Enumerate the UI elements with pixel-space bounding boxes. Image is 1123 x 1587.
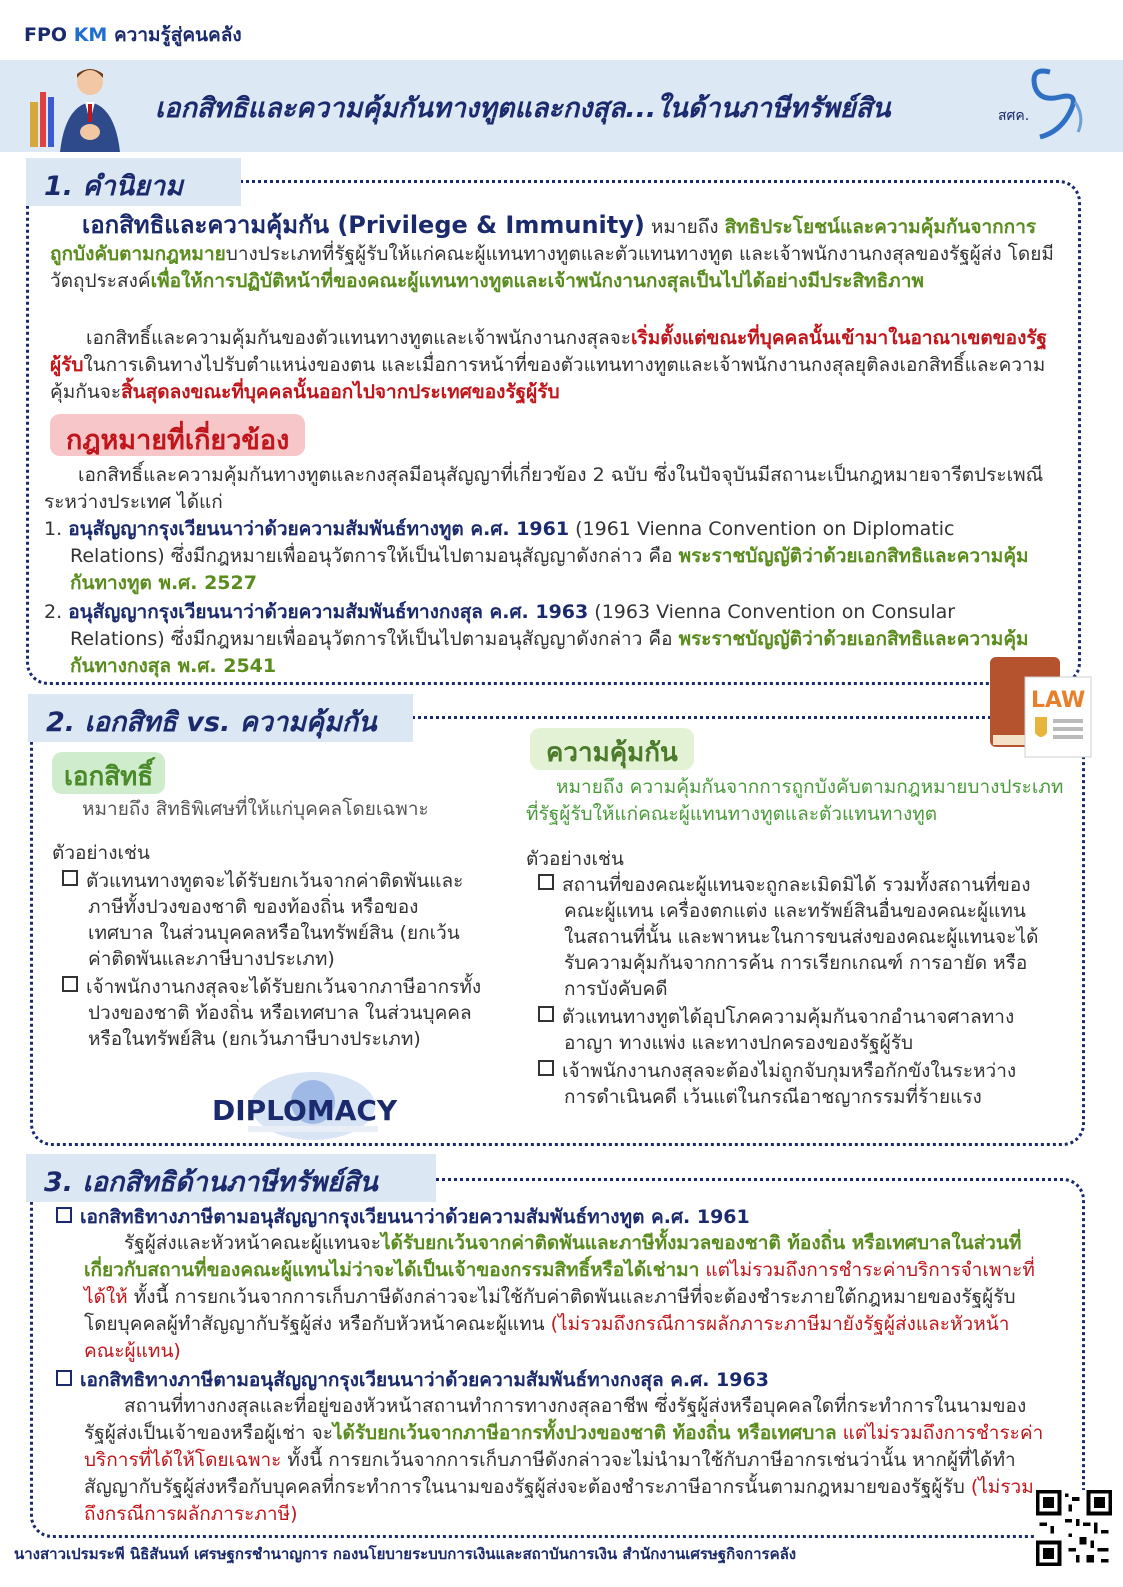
convention-text: (1963 Vienna Convention on Consular Relations) ซึ่งมีกฎหมายเพื่ออนุวัตการให้เป็นไปตามอนุสัญญาดังกล่าว คือ <box>70 601 956 650</box>
diplomacy-label: DIPLOMACY <box>212 1094 398 1127</box>
definition-text: บางประเภทที่รัฐผู้รับให้แก่คณะผู้แทนทางทูตและตัวแทนทางทูต และเจ้าพนักงานกงสุลของรัฐผู้ส่ง โดยมีวัตถุประสงค์ <box>50 243 1054 292</box>
checkbox-bullet-icon <box>62 870 78 886</box>
list-item <box>56 1204 1046 1365</box>
tax-item-body <box>56 1230 1046 1365</box>
tax-text: รัฐผู้ส่งและหัวหน้าคณะผู้แทนจะ <box>124 1232 381 1254</box>
immunity-example-label: ตัวอย่างเช่น <box>526 848 624 870</box>
list-item <box>44 516 1044 597</box>
definition-purpose: เพื่อให้การปฏิบัติหน้าที่ของคณะผู้แทนทางทูตและเจ้าพนักงานกงสุลเป็นไปได้อย่างมีประสิทธิภาพ <box>150 270 924 292</box>
logo-text: สศค. <box>998 108 1030 124</box>
immunity-definition: หมายถึง ความคุ้มกันจากการถูกบังคับตามกฎหมายบางประเภทที่รัฐผู้รับให้แก่คณะผู้แทนทางทูตและตัวแทนทางทูต <box>526 776 1064 825</box>
list-number: 2. <box>44 601 63 623</box>
list-item <box>538 872 1048 1002</box>
law-heading: กฎหมายที่เกี่ยวข้อง <box>50 414 305 456</box>
scope-paragraph <box>50 325 1055 406</box>
section1-heading: 1. คำนิยาม <box>26 158 241 206</box>
immunity-item-text: สถานที่ของคณะผู้แทนจะถูกละเมิดมิได้ รวมทั้งสถานที่ของคณะผู้แทน เครื่องตกแต่ง และทรัพย์สินอื่นของคณะผู้แทนในสถานที่นั้น และพาหนะในการขนส่งของคณะผู้แทนจะได้รับความคุ้มกันจากการค้น การเรียกเกณฑ์ การอายัด หรือการบังคับคดี <box>562 874 1039 1000</box>
tax-exemption: ได้รับยกเว้นจากค่าติดพันและภาษีทั้งมวลของชาติ ท้องถิ่น หรือเทศบาลในส่วนที่เกี่ยวกับสถานที่ของคณะผู้แทนไม่ว่าจะได้เป็นเจ้าของกรรมสิทธิ์หรือได้เช่ามา <box>84 1232 1022 1281</box>
scope-text: เอกสิทธิ์และความคุ้มกันของตัวแทนทางทูตและเจ้าพนักงานกงสุลจะ <box>86 327 631 349</box>
section2-heading: 2. เอกสิทธิ vs. ความคุ้มกัน <box>28 694 413 742</box>
tax-privilege-list <box>56 1204 1046 1528</box>
law-list <box>44 516 1044 680</box>
immunity-label: ความคุ้มกัน <box>530 728 694 770</box>
tax-item-title <box>56 1367 1046 1393</box>
checkbox-bullet-icon <box>538 874 554 890</box>
brand-fpo: FPO <box>24 24 68 46</box>
convention-title: อนุสัญญากรุงเวียนนาว่าด้วยความสัมพันธ์ทางทูต ค.ศ. 1961 <box>68 518 570 540</box>
law-label: LAW <box>1031 688 1086 713</box>
tax-exclusion: แต่ไม่รวมถึงการชำระค่าบริการจำเพาะที่ได้ให้ <box>84 1259 1035 1308</box>
immunity-list <box>538 872 1048 1110</box>
act-name: พระราชบัญญัติว่าด้วยเอกสิทธิและความคุ้มกันทางกงสุล พ.ศ. 2541 <box>70 628 1029 677</box>
list-number: 1. <box>44 518 63 540</box>
immunity-item-text: ตัวแทนทางทูตได้อุปโภคความคุ้มกันจากอำนาจศาลทางอาญา ทางแพ่ง และทางปกครองของรัฐผู้รับ <box>562 1006 1015 1054</box>
diplomacy-illustration-icon <box>208 1068 418 1140</box>
scope-start: เริ่มตั้งแต่ขณะที่บุคคลนั้นเข้ามาในอาณาเขตของรัฐผู้รับ <box>50 327 1048 376</box>
checkbox-bullet-icon <box>56 1370 72 1386</box>
privilege-example-label: ตัวอย่างเช่น <box>52 842 150 864</box>
checkbox-bullet-icon <box>56 1207 72 1223</box>
page-title: เอกสิทธิและความคุ้มกันทางทูตและกงสุล...ในด้านภาษีทรัพย์สิน <box>155 93 891 124</box>
tax-text: ทั้งนี้ การยกเว้นจากการเก็บภาษีดังกล่าวจะไม่นำมาใช้กับภาษีอากรเช่นว่านั้น หากผู้ที่ได้ทำสัญญากับรัฐผู้ส่งหรือกับบุคคลที่กระทำการในนามของรัฐผู้ส่งจะต้องชำระภาษีอากรนั้นตามกฎหมายของรัฐผู้รับ <box>84 1449 1016 1498</box>
law-intro <box>44 462 1054 516</box>
definition-text: หมายถึง <box>644 216 725 238</box>
privilege-label: เอกสิทธิ์ <box>52 752 165 794</box>
convention-text: (1961 Vienna Convention on Diplomatic Relations) ซึ่งมีกฎหมายเพื่ออนุวัตการให้เป็นไปตามอนุสัญญาดังกล่าว คือ <box>70 518 955 567</box>
law-book-icon <box>985 655 1095 760</box>
list-item <box>44 599 1044 680</box>
privilege-item-text: เจ้าพนักงานกงสุลจะได้รับยกเว้นจากภาษีอากรทั้งปวงของชาติ ท้องถิ่น หรือเทศบาล ในส่วนบุคคลหรือในทรัพย์สิน (ยกเว้นภาษีบางประเภท) <box>86 976 482 1050</box>
convention-title: อนุสัญญากรุงเวียนนาว่าด้วยความสัมพันธ์ทางกงสุล ค.ศ. 1963 <box>68 601 589 623</box>
qr-code-icon[interactable] <box>1036 1490 1112 1566</box>
definition-term: เอกสิทธิและความคุ้มกัน (Privilege & Immunity) <box>82 211 645 239</box>
author-footer: นางสาวเปรมระพี นิธิสันนท์ เศรษฐกรชำนาญการ กองนโยบายระบบการเงินและสถาบันการเงิน สำนักงานเศรษฐกิจการคลัง <box>14 1545 797 1563</box>
checkbox-bullet-icon <box>62 976 78 992</box>
law-intro-text: เอกสิทธิ์และความคุ้มกันทางทูตและกงสุลมีอนุสัญญาที่เกี่ยวข้อง 2 ฉบับ ซึ่งในปัจจุบันมีสถานะเป็นกฎหมายจารีตประเพณีระหว่างประเทศ ได้แก่ <box>44 464 1044 513</box>
list-item <box>538 1004 1048 1056</box>
tax-item-body <box>56 1393 1046 1528</box>
list-item <box>62 974 482 1052</box>
act-name: พระราชบัญญัติว่าด้วยเอกสิทธิและความคุ้มกันทางทูต พ.ศ. 2527 <box>70 545 1029 594</box>
tax-item-title <box>56 1204 1046 1230</box>
fpo-logo-icon <box>990 62 1100 150</box>
definition-highlight: สิทธิประโยชน์และความคุ้มกันจากการถูกบังคับตามกฎหมาย <box>50 216 1037 265</box>
brand-label <box>24 20 242 50</box>
tax-item-title-text: เอกสิทธิทางภาษีตามอนุสัญญากรุงเวียนนาว่าด้วยความสัมพันธ์ทางกงสุล ค.ศ. 1963 <box>80 1369 769 1391</box>
list-item <box>62 868 482 972</box>
tax-exemption: ได้รับยกเว้นจากภาษีอากรทั้งปวงของชาติ ท้องถิ่น หรือเทศบาล <box>332 1422 837 1444</box>
immunity-item-text: เจ้าพนักงานกงสุลจะต้องไม่ถูกจับกุมหรือกักขังในระหว่างการดำเนินคดี เว้นแต่ในกรณีอาชญากรรมที่ร้ายแรง <box>562 1060 1017 1108</box>
definition-paragraph <box>50 212 1055 295</box>
tax-note: (ไม่รวมถึงกรณีการผลักภาระภาษี) <box>84 1476 1034 1525</box>
tax-text: ทั้งนี้ การยกเว้นจากการเก็บภาษีดังกล่าวจะไม่ใช้กับค่าติดพันและภาษีที่จะต้องชำระภายใต้กฎหมายของรัฐผู้รับโดยบุคคลผู้ทำสัญญากับรัฐผู้ส่ง หรือกับหัวหน้าคณะผู้แทน <box>84 1286 1016 1335</box>
list-item <box>538 1058 1048 1110</box>
privilege-definition: หมายถึง สิทธิพิเศษที่ให้แก่บุคคลโดยเฉพาะ <box>82 798 429 820</box>
checkbox-bullet-icon <box>538 1060 554 1076</box>
checkbox-bullet-icon <box>538 1006 554 1022</box>
presenter-illustration-icon <box>30 62 140 152</box>
tax-item-title-text: เอกสิทธิทางภาษีตามอนุสัญญากรุงเวียนนาว่าด้วยความสัมพันธ์ทางทูต ค.ศ. 1961 <box>80 1206 750 1228</box>
tax-note: (ไม่รวมถึงกรณีการผลักภาระภาษีมายังรัฐผู้ส่งและหัวหน้าคณะผู้แทน) <box>84 1313 1010 1362</box>
scope-end: สิ้นสุดลงขณะที่บุคคลนั้นออกไปจากประเทศของรัฐผู้รับ <box>121 381 560 403</box>
brand-tagline: ความรู้สู่คนคลัง <box>113 24 242 46</box>
tax-exclusion: แต่ไม่รวมถึงการชำระค่าบริการที่ได้ให้โดยเฉพาะ <box>84 1422 1044 1471</box>
brand-km: KM <box>73 24 108 46</box>
tax-text: สถานที่ทางกงสุลและที่อยู่ของหัวหน้าสถานทำการทางกงสุลอาชีพ ซึ่งรัฐผู้ส่งหรือบุคคลใดที่กระทำการในนามของรัฐผู้ส่งเป็นเจ้าของหรือผู้เช่า จะ <box>84 1395 1027 1444</box>
list-item <box>56 1367 1046 1528</box>
privilege-list <box>62 868 482 1052</box>
scope-text: ในการเดินทางไปรับตำแหน่งของตน และเมื่อการหน้าที่ของตัวแทนทางทูตและเจ้าพนักงานกงสุลยุติลงเอกสิทธิ์และความคุ้มกันจะ <box>50 354 1046 403</box>
privilege-item-text: ตัวแทนทางทูตจะได้รับยกเว้นจากค่าติดพันและภาษีทั้งปวงของชาติ ของท้องถิ่น หรือของเทศบาล ในส่วนบุคคลหรือในทรัพย์สิน (ยกเว้นค่าติดพันและภาษีบางประเภท) <box>86 870 464 970</box>
section3-heading: 3. เอกสิทธิด้านภาษีทรัพย์สิน <box>26 1154 436 1202</box>
